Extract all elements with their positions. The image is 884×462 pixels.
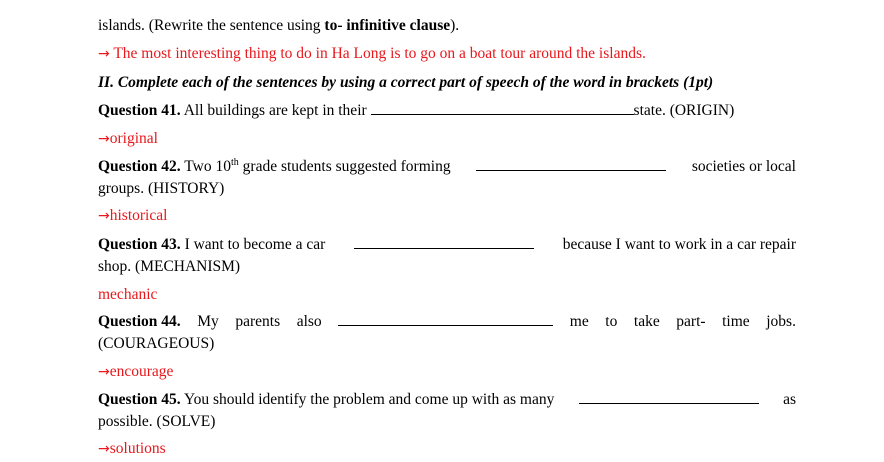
answer-41: →original: [98, 130, 158, 147]
answer-blank: [338, 313, 553, 326]
answer-45: →solutions: [98, 440, 166, 457]
question-44: Question 44. My parents also me to take part- time jobs.: [98, 313, 796, 330]
question-42: Question 42. Two 10th grade students suggested forming societies or local: [98, 157, 796, 175]
section-heading: II. Complete each of the sentences by using a correct part of speech of the word in brackets (1pt): [98, 74, 714, 91]
answer-blank: [354, 236, 534, 249]
question-41: Question 41. All buildings are kept in their state. (ORIGIN): [98, 102, 735, 119]
prev-question-bold: to- infinitive clause: [324, 17, 451, 34]
arrow-icon: →: [98, 441, 110, 457]
answer-43: mechanic: [98, 286, 158, 303]
arrow-icon: →: [98, 131, 110, 147]
question-43-line2: shop. (MECHANISM): [98, 258, 241, 275]
question-45-label: Question 45.: [98, 391, 181, 408]
question-42-line2: groups. (HISTORY): [98, 180, 225, 197]
answer-42: →historical: [98, 207, 168, 224]
question-42-label: Question 42.: [98, 158, 181, 175]
answer-44: →encourage: [98, 363, 174, 380]
arrow-icon: →: [98, 46, 110, 62]
question-44-line2: (COURAGEOUS): [98, 335, 215, 352]
question-43-label: Question 43.: [98, 236, 181, 253]
question-45-line2: possible. (SOLVE): [98, 413, 216, 430]
question-45: Question 45. You should identify the problem and come up with as many as: [98, 391, 796, 408]
question-43: Question 43. I want to become a car because I want to work in a car repair: [98, 236, 796, 253]
question-44-label: Question 44.: [98, 313, 181, 330]
question-41-label: Question 41.: [98, 102, 181, 119]
prev-answer: → The most interesting thing to do in Ha Long is to go on a boat tour around the islands.: [98, 45, 646, 62]
prev-question-line: islands. (Rewrite the sentence using to- infinitive clause).: [98, 17, 460, 34]
arrow-icon: →: [98, 364, 110, 380]
arrow-icon: →: [98, 208, 110, 224]
answer-blank: [476, 158, 666, 171]
answer-blank: [579, 391, 759, 404]
answer-blank: [371, 102, 634, 115]
